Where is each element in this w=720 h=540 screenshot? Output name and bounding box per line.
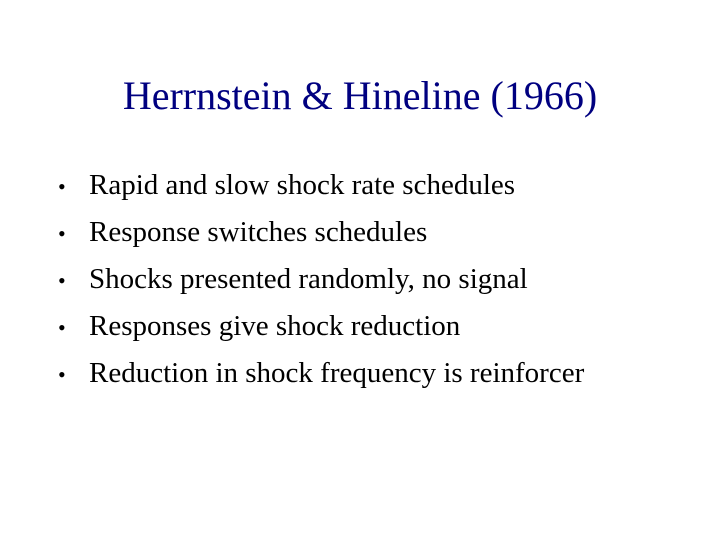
bullet-text: Rapid and slow shock rate schedules [89, 169, 516, 201]
bullet-text: Response switches schedules [89, 216, 428, 248]
bullet-text: Responses give shock reduction [89, 310, 461, 342]
bullet-item [58, 350, 698, 397]
bullet-text: Reduction in shock frequency is reinforcer [89, 357, 585, 389]
bullet-text: Shocks presented randomly, no signal [89, 263, 528, 295]
bullet-point-icon: • [58, 174, 66, 199]
bullet-item [58, 209, 698, 256]
bullet-point-icon: • [58, 362, 66, 387]
bullet-point-icon: • [58, 221, 66, 246]
bullet-list [58, 162, 698, 397]
bullet-item [58, 256, 698, 303]
bullet-item [58, 303, 698, 350]
bullet-point-icon: • [58, 268, 66, 293]
bullet-point-icon: • [58, 315, 66, 340]
bullet-item [58, 162, 698, 209]
slide-title: Herrnstein & Hineline (1966) [122, 73, 598, 118]
